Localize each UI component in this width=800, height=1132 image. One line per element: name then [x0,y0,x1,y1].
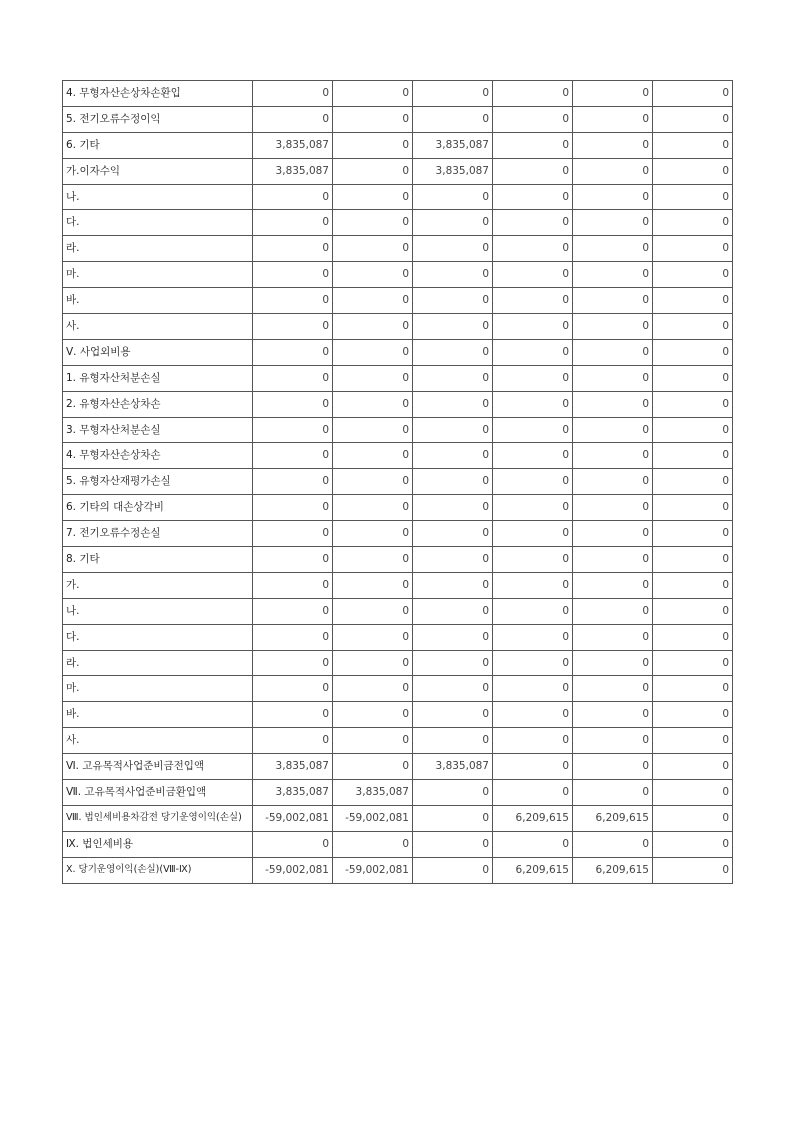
row-value: 0 [493,598,573,624]
row-value: 0 [573,158,653,184]
financial-statement-table [62,80,733,884]
row-value: 0 [653,236,733,262]
row-value: 0 [413,236,493,262]
row-value: 0 [493,780,573,806]
row-value: 0 [333,210,413,236]
table-row [63,780,733,806]
row-label: 다. [63,624,253,650]
row-value: 0 [573,547,653,573]
table-row [63,805,733,831]
row-label: 5. 전기오류수정이익 [63,106,253,132]
row-value: 0 [653,728,733,754]
row-value: 0 [493,288,573,314]
row-label: 라. [63,236,253,262]
row-value: 0 [653,184,733,210]
row-label: 7. 전기오류수정손실 [63,521,253,547]
row-label: 1. 유형자산처분손실 [63,365,253,391]
row-value: 3,835,087 [253,780,333,806]
row-label: 사. [63,314,253,340]
row-value: 0 [413,598,493,624]
row-value: 0 [653,81,733,107]
row-value: 0 [493,624,573,650]
row-value: 0 [573,339,653,365]
row-value: 0 [573,184,653,210]
row-value: 0 [253,598,333,624]
row-label: 5. 유형자산재평가손실 [63,469,253,495]
row-label: 가.이자수익 [63,158,253,184]
row-value: 0 [573,443,653,469]
row-value: 0 [333,521,413,547]
row-value: 0 [333,158,413,184]
row-value: 0 [333,132,413,158]
row-value: 0 [413,106,493,132]
row-value: 0 [413,314,493,340]
row-value: 0 [653,339,733,365]
row-value: 0 [253,495,333,521]
row-label: 바. [63,288,253,314]
table-row [63,572,733,598]
row-label: 2. 유형자산손상차손 [63,391,253,417]
table-row [63,857,733,883]
table-row [63,521,733,547]
row-value: 0 [413,805,493,831]
row-value: 0 [333,106,413,132]
row-value: 0 [493,262,573,288]
row-value: 0 [653,365,733,391]
row-value: 0 [333,831,413,857]
row-value: 0 [333,391,413,417]
table-row [63,650,733,676]
row-value: 0 [653,805,733,831]
row-value: 0 [413,443,493,469]
row-label: 나. [63,184,253,210]
table-row [63,262,733,288]
row-value: 0 [493,391,573,417]
row-value: 0 [493,547,573,573]
row-value: 0 [653,443,733,469]
row-value: 0 [253,262,333,288]
row-value: 0 [253,547,333,573]
row-value: 0 [333,236,413,262]
row-label: 라. [63,650,253,676]
row-value: 0 [493,365,573,391]
row-value: 0 [573,650,653,676]
table-body [63,81,733,884]
table-row [63,391,733,417]
table-row [63,598,733,624]
row-value: 0 [413,521,493,547]
row-value: 0 [573,132,653,158]
row-label: 4. 무형자산손상차손환입 [63,81,253,107]
row-value: 0 [573,210,653,236]
row-value: 0 [653,417,733,443]
table-row [63,339,733,365]
row-label: 바. [63,702,253,728]
row-label: 나. [63,598,253,624]
row-value: 0 [413,676,493,702]
row-value: 0 [253,391,333,417]
row-value: 0 [573,106,653,132]
row-value: 0 [253,210,333,236]
row-value: 0 [573,495,653,521]
row-value: 0 [573,417,653,443]
row-value: 0 [333,339,413,365]
row-value: 0 [253,521,333,547]
row-value: 0 [493,81,573,107]
row-value: 0 [413,262,493,288]
row-value: 0 [413,572,493,598]
row-value: 0 [413,624,493,650]
row-value: 0 [413,339,493,365]
row-value: 0 [493,702,573,728]
row-value: 0 [333,754,413,780]
row-value: 0 [253,650,333,676]
row-label: Ⅸ. 법인세비용 [63,831,253,857]
row-value: 0 [493,754,573,780]
row-value: 6,209,615 [493,805,573,831]
row-value: 0 [653,650,733,676]
row-value: 0 [333,417,413,443]
row-label: 사. [63,728,253,754]
table-row [63,702,733,728]
row-label: 마. [63,676,253,702]
row-value: 0 [253,676,333,702]
table-row [63,495,733,521]
row-label: 6. 기타 [63,132,253,158]
table-row [63,132,733,158]
row-value: 0 [253,236,333,262]
row-value: 0 [573,728,653,754]
row-value: 0 [493,106,573,132]
row-value: 0 [253,831,333,857]
row-value: 0 [653,210,733,236]
row-value: 0 [333,650,413,676]
row-value: 0 [653,624,733,650]
row-value: 0 [653,547,733,573]
row-value: 0 [573,831,653,857]
table-row [63,624,733,650]
row-label: 3. 무형자산처분손실 [63,417,253,443]
row-label: Ⅹ. 당기운영이익(손실)(Ⅷ-Ⅸ) [63,857,253,883]
row-value: 0 [253,314,333,340]
table-row [63,158,733,184]
row-value: 0 [493,236,573,262]
row-label: 가. [63,572,253,598]
row-value: 0 [333,184,413,210]
row-label: Ⅴ. 사업외비용 [63,339,253,365]
row-value: 0 [653,106,733,132]
table-row [63,754,733,780]
row-value: 0 [573,754,653,780]
table-row [63,443,733,469]
row-value: 0 [653,521,733,547]
row-value: 0 [493,728,573,754]
row-value: 6,209,615 [493,857,573,883]
table-row [63,184,733,210]
table-row [63,676,733,702]
row-value: 0 [253,184,333,210]
row-value: 0 [413,81,493,107]
row-value: 0 [333,81,413,107]
row-value: 0 [333,547,413,573]
row-value: 0 [493,572,573,598]
row-value: 0 [573,572,653,598]
row-value: 0 [413,469,493,495]
row-value: 0 [653,314,733,340]
row-value: 0 [573,365,653,391]
row-label: 8. 기타 [63,547,253,573]
row-value: -59,002,081 [253,857,333,883]
table-row [63,365,733,391]
row-value: 0 [253,339,333,365]
table-row [63,831,733,857]
row-value: 0 [333,262,413,288]
table-row [63,236,733,262]
row-value: 0 [333,728,413,754]
row-value: 0 [653,754,733,780]
row-value: 3,835,087 [333,780,413,806]
row-value: 0 [573,598,653,624]
table-row [63,417,733,443]
row-value: 3,835,087 [253,754,333,780]
row-value: 0 [493,650,573,676]
row-value: 0 [413,702,493,728]
row-value: 0 [333,676,413,702]
row-value: 0 [493,831,573,857]
row-value: 0 [413,417,493,443]
table-row [63,469,733,495]
row-label: Ⅶ. 고유목적사업준비금환입액 [63,780,253,806]
row-value: 0 [413,780,493,806]
row-value: 0 [573,288,653,314]
row-value: -59,002,081 [333,857,413,883]
row-value: 0 [333,288,413,314]
row-value: 0 [653,262,733,288]
row-value: 0 [653,598,733,624]
row-value: 0 [413,547,493,573]
row-value: 0 [253,81,333,107]
row-value: 0 [413,288,493,314]
row-value: 0 [253,572,333,598]
row-value: 6,209,615 [573,805,653,831]
row-value: 6,209,615 [573,857,653,883]
row-value: 0 [333,314,413,340]
row-value: 0 [493,521,573,547]
row-value: 0 [413,650,493,676]
table-row [63,728,733,754]
row-value: 0 [413,728,493,754]
row-value: 0 [573,702,653,728]
row-value: 0 [253,728,333,754]
row-value: 0 [573,624,653,650]
row-value: 0 [493,314,573,340]
row-value: 0 [653,857,733,883]
row-value: 0 [653,288,733,314]
row-value: 0 [573,262,653,288]
row-value: 0 [573,391,653,417]
row-value: 0 [333,495,413,521]
row-label: 6. 기타의 대손상각비 [63,495,253,521]
row-value: -59,002,081 [253,805,333,831]
row-value: 0 [653,158,733,184]
row-value: 0 [253,469,333,495]
row-value: 0 [413,184,493,210]
row-value: -59,002,081 [333,805,413,831]
row-value: 3,835,087 [413,754,493,780]
row-value: 0 [493,339,573,365]
row-value: 3,835,087 [253,132,333,158]
row-value: 0 [493,210,573,236]
row-value: 0 [413,391,493,417]
row-value: 0 [493,443,573,469]
row-value: 0 [333,624,413,650]
row-value: 0 [653,780,733,806]
row-value: 0 [573,780,653,806]
row-value: 0 [653,132,733,158]
row-value: 0 [653,702,733,728]
row-value: 0 [493,676,573,702]
row-value: 0 [573,236,653,262]
row-value: 0 [253,443,333,469]
row-value: 0 [253,417,333,443]
row-value: 0 [413,831,493,857]
row-value: 0 [253,365,333,391]
row-value: 0 [413,365,493,391]
row-value: 0 [653,391,733,417]
row-value: 0 [573,81,653,107]
row-value: 0 [333,598,413,624]
row-value: 0 [253,702,333,728]
row-value: 0 [653,831,733,857]
row-value: 0 [333,572,413,598]
row-value: 0 [653,495,733,521]
row-label: Ⅷ. 법인세비용차감전 당기운영이익(손실) [63,805,253,831]
row-value: 0 [493,417,573,443]
row-value: 0 [413,495,493,521]
row-value: 3,835,087 [253,158,333,184]
row-value: 0 [253,106,333,132]
row-value: 0 [333,365,413,391]
row-value: 0 [493,469,573,495]
row-value: 0 [493,184,573,210]
table-row [63,288,733,314]
row-label: 마. [63,262,253,288]
row-value: 3,835,087 [413,132,493,158]
row-value: 0 [493,158,573,184]
row-value: 0 [653,469,733,495]
table-row [63,210,733,236]
row-label: 4. 무형자산손상차손 [63,443,253,469]
row-value: 0 [253,288,333,314]
row-value: 0 [573,469,653,495]
row-value: 0 [493,495,573,521]
row-label: Ⅵ. 고유목적사업준비금전입액 [63,754,253,780]
table-row [63,547,733,573]
row-value: 0 [573,521,653,547]
table-row [63,106,733,132]
row-value: 0 [413,857,493,883]
row-value: 0 [333,443,413,469]
row-value: 0 [413,210,493,236]
row-label: 다. [63,210,253,236]
row-value: 0 [653,676,733,702]
row-value: 0 [333,702,413,728]
row-value: 0 [653,572,733,598]
row-value: 0 [573,314,653,340]
row-value: 0 [333,469,413,495]
row-value: 0 [493,132,573,158]
table-row [63,81,733,107]
row-value: 0 [573,676,653,702]
row-value: 3,835,087 [413,158,493,184]
row-value: 0 [253,624,333,650]
table-row [63,314,733,340]
